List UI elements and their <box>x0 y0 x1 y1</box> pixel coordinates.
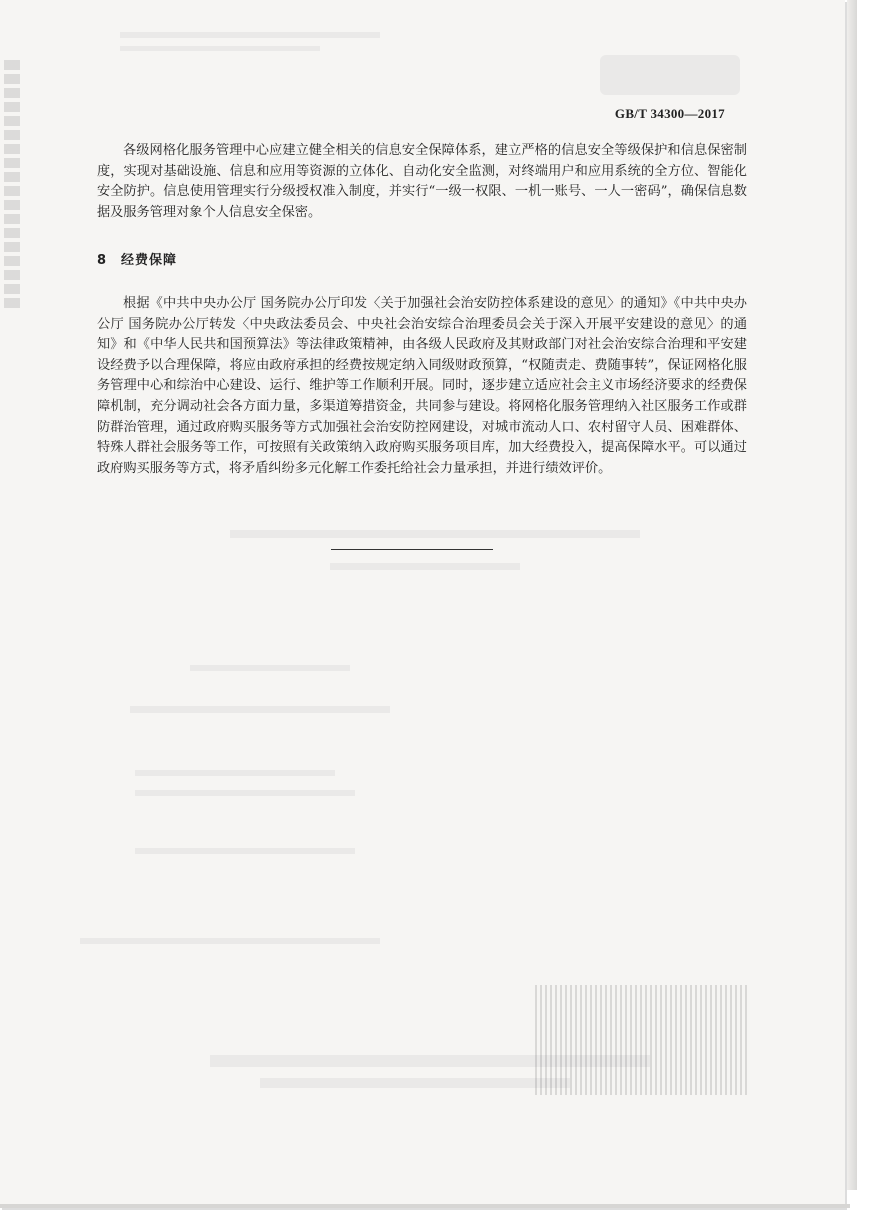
bleed-through-line <box>120 46 320 51</box>
bleed-through-line <box>135 848 355 854</box>
section-title: 经费保障 <box>121 253 178 268</box>
bleed-through-line <box>130 706 390 713</box>
page-edge <box>847 0 857 1190</box>
bleed-through-line <box>135 770 335 776</box>
document-code: GB/T 34300—2017 <box>614 106 725 121</box>
section-number: 8 <box>97 253 108 268</box>
paragraph-info-security: 各级网格化服务管理中心应建立健全相关的信息安全保障体系，建立严格的信息安全等级保护和信息保密制度，实现对基础设施、信息和应用等资源的立体化、自动化安全监测，对终端用户和应用系统的全方位、智能化安全防护。信息使用管理实行分级授权准入制度，并实行“一级一权限、一机一账号、一人一密码”，确保信息数据及服务管理对象个人信息安全保密。 <box>97 143 747 220</box>
bleed-through-mark <box>4 60 20 310</box>
bleed-through-logo <box>600 55 740 95</box>
bleed-through-line <box>190 665 350 671</box>
section-heading <box>97 249 177 268</box>
page-edge-bottom <box>0 1204 850 1208</box>
paragraph-funding: 根据《中共中央办公厅 国务院办公厅印发〈关于加强社会治安防控体系建设的意见〉的通知》《中共中央办公厅 国务院办公厅转发〈中央政法委员会、中央社会治安综合治理委员会关于深入开展平安建设的意见〉的通知》和《中华人民共和国预算法》等法律政策精神，由各级人民政府及其财政部门对社会治安综合治理和平安建设经费予以合理保障，将应由政府承担的经费按规定纳入同级财政预算，“权随责走、费随事转”，保证网格化服务管理中心和综治中心建设、运行、维护等工作顺利开展。同时，逐步建立适应社会主义市场经济要求的经费保障机制，充分调动社会各方面力量，多渠道筹措资金，共同参与建设。将网格化服务管理纳入社区服务工作或群防群治管理，通过政府购买服务等方式加强社会治安防控网建设，对城市流动人口、农村留守人员、困难群体、特殊人群社会服务等工作，可按照有关政策纳入政府购买服务项目库，加大经费投入，提高保障水平。可以通过政府购买服务等方式，将矛盾纠纷多元化解工作委托给社会力量承担，并进行绩效评价。 <box>97 296 747 476</box>
bleed-through-barcode <box>535 985 750 1095</box>
bleed-through-line <box>120 32 380 38</box>
end-rule <box>331 549 493 550</box>
bleed-through-line <box>330 563 520 570</box>
bleed-through-line <box>260 1078 570 1088</box>
bleed-through-line <box>135 790 355 796</box>
bleed-through-line <box>230 530 640 538</box>
bleed-through-line <box>80 938 380 944</box>
